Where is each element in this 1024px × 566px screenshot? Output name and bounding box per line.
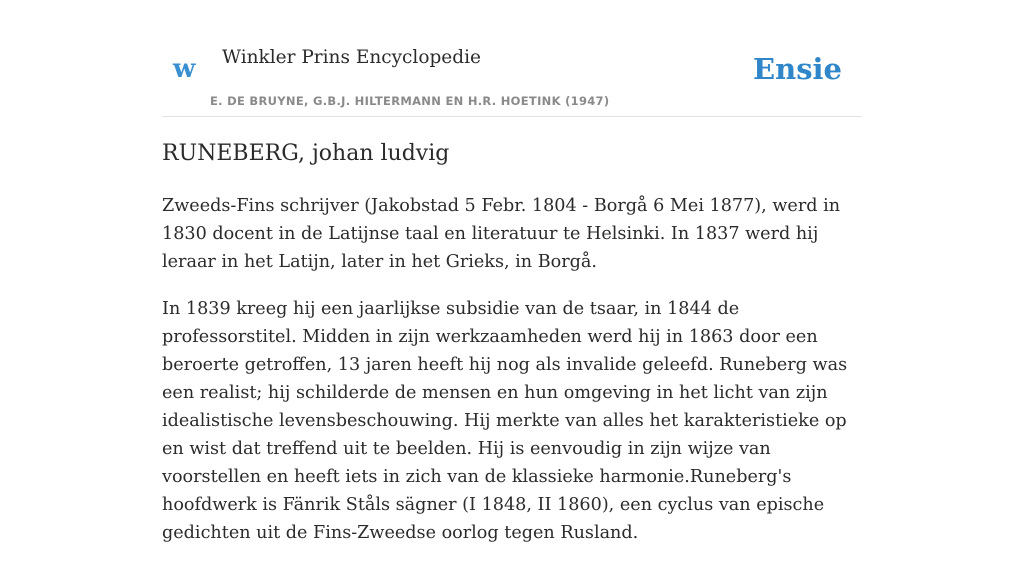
- source-title-link[interactable]: Winkler Prins Encyclopedie: [222, 47, 481, 68]
- entry-paragraph-2: In 1839 kreeg hij een jaarlijkse subsidie van de tsaar, in 1844 de professorstitel. Midden in zijn werkzaamheden werd hij in 1863 door een beroerte getroffen, 13 jaren heeft hij nog als invalide geleefd. Runeberg was een realist; hij schilderde de mensen en hun omgeving in het licht van zijn idealistische levensbeschouwing. Hij merkte van alles het karakteristieke op en wist dat treffend uit te beelden. Hij is eenvoudig in zijn wijze van voorstellen en heeft iets in zich van de klassieke harmonie.Runeberg's hoofdwerk is Fänrik Ståls sägner (I 1848, II 1860), een cyclus van epische gedichten uit de Fins-Zweedse oorlog tegen Rusland.: [162, 299, 848, 543]
- ensie-brand-logo[interactable]: Ensie: [753, 52, 842, 86]
- entry-body: [162, 192, 862, 566]
- source-authors: E. DE BRUYNE, G.B.J. HILTERMANN EN H.R. HOETINK (1947): [210, 94, 610, 108]
- source-header: [162, 0, 862, 117]
- entry-paragraph-1: Zweeds-Fins schrijver (Jakobstad 5 Febr. 1804 - Borgå 6 Mei 1877), werd in 1830 docent in de Latijnse taal en literatuur te Helsinki. In 1837 werd hij leraar in het Latijn, later in het Grieks, in Borgå.: [162, 196, 841, 272]
- winkler-prins-logo[interactable]: w: [173, 54, 196, 84]
- entry-title: RUNEBERG, johan ludvig: [162, 141, 450, 166]
